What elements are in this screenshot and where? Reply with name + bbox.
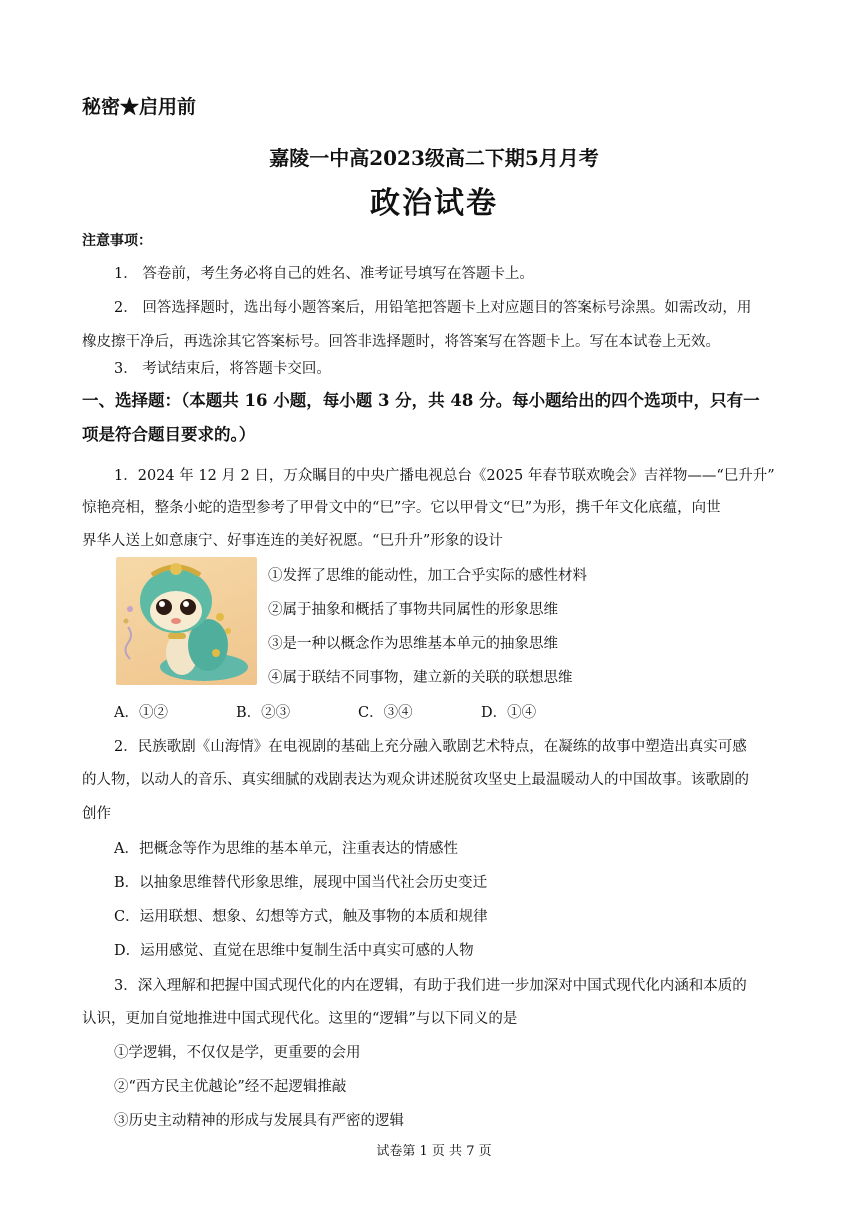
q1-choice-b: B．②③ bbox=[236, 705, 291, 721]
q1-choice-a: A．①② bbox=[114, 705, 168, 721]
q2-choice-d: D．运用感觉、直觉在思维中复制生活中真实可感的人物 bbox=[114, 943, 474, 959]
section-heading-line-1: 一、选择题：（本题共 16 小题，每小题 3 分，共 48 分。每小题给出的四个选项中，只有一 bbox=[82, 391, 760, 410]
q1-option-4: ④属于联结不同事物，建立新的关联的联想思维 bbox=[268, 670, 573, 686]
q3-stem-line-2: 认识，更加自觉地推进中国式现代化。这里的“逻辑”与以下同义的是 bbox=[82, 1011, 518, 1027]
notice-heading: 注意事项： bbox=[82, 233, 152, 249]
q1-stem-line-3: 界华人送上如意康宁、好事连连的美好祝愿。“巳升升”形象的设计 bbox=[82, 533, 503, 549]
q1-option-2: ②属于抽象和概括了事物共同属性的形象思维 bbox=[268, 602, 558, 618]
q2-choice-a: A．把概念等作为思维的基本单元，注重表达的情感性 bbox=[114, 841, 458, 857]
notice-item-2-line-2: 橡皮擦干净后，再选涂其它答案标号。回答非选择题时，将答案写在答题卡上。写在本试卷上无效。 bbox=[82, 334, 720, 350]
mascot-snake-image bbox=[116, 557, 257, 685]
q1-stem-line-1: 1．2024 年 12 月 2 日，万众瞩目的中央广播电视总台《2025 年春节联欢晚会》吉祥物——“巳升升” bbox=[114, 468, 775, 484]
q3-option-1: ①学逻辑，不仅仅是学，更重要的会用 bbox=[114, 1045, 361, 1061]
notice-item-3: 3． 考试结束后，将答题卡交回。 bbox=[114, 361, 331, 377]
exam-title: 嘉陵一中高2023级高二下期5月月考 bbox=[269, 146, 599, 170]
q3-option-2: ②“西方民主优越论”经不起逻辑推敲 bbox=[114, 1079, 347, 1095]
q3-stem-line-1: 3．深入理解和把握中国式现代化的内在逻辑，有助于我们进一步加深对中国式现代化内涵和本质的 bbox=[114, 978, 747, 994]
section-heading-line-2: 项是符合题目要求的。） bbox=[82, 425, 256, 444]
secret-label: 秘密★启用前 bbox=[82, 96, 197, 118]
q1-option-1: ①发挥了思维的能动性，加工合乎实际的感性材料 bbox=[268, 568, 587, 584]
q1-stem-line-2: 惊艳亮相，整条小蛇的造型参考了甲骨文中的“巳”字。它以甲骨文“巳”为形，携千年文化底蕴，向世 bbox=[82, 500, 721, 516]
q3-option-3: ③历史主动精神的形成与发展具有严密的逻辑 bbox=[114, 1113, 404, 1129]
page-footer: 试卷第 1 页 共 7 页 bbox=[376, 1144, 492, 1159]
notice-item-2-line-1: 2． 回答选择题时，选出每小题答案后，用铅笔把答题卡上对应题目的答案标号涂黑。如需改动，用 bbox=[114, 300, 752, 316]
q2-stem-line-1: 2．民族歌剧《山海情》在电视剧的基础上充分融入歌剧艺术特点，在凝练的故事中塑造出真实可感 bbox=[114, 739, 747, 755]
q2-stem-line-3: 创作 bbox=[82, 806, 111, 822]
q2-choice-c: C．运用联想、想象、幻想等方式，触及事物的本质和规律 bbox=[114, 909, 488, 925]
subject-title: 政治试卷 bbox=[370, 186, 498, 221]
q1-choice-c: C．③④ bbox=[358, 705, 413, 721]
q2-stem-line-2: 的人物，以动人的音乐、真实细腻的戏剧表达为观众讲述脱贫攻坚史上最温暖动人的中国故事。该歌剧的 bbox=[82, 772, 749, 788]
q1-option-3: ③是一种以概念作为思维基本单元的抽象思维 bbox=[268, 636, 558, 652]
q2-choice-b: B．以抽象思维替代形象思维，展现中国当代社会历史变迁 bbox=[114, 875, 488, 891]
q1-choice-d: D．①④ bbox=[481, 705, 537, 721]
notice-item-1: 1． 答卷前，考生务必将自己的姓名、准考证号填写在答题卡上。 bbox=[114, 266, 534, 282]
